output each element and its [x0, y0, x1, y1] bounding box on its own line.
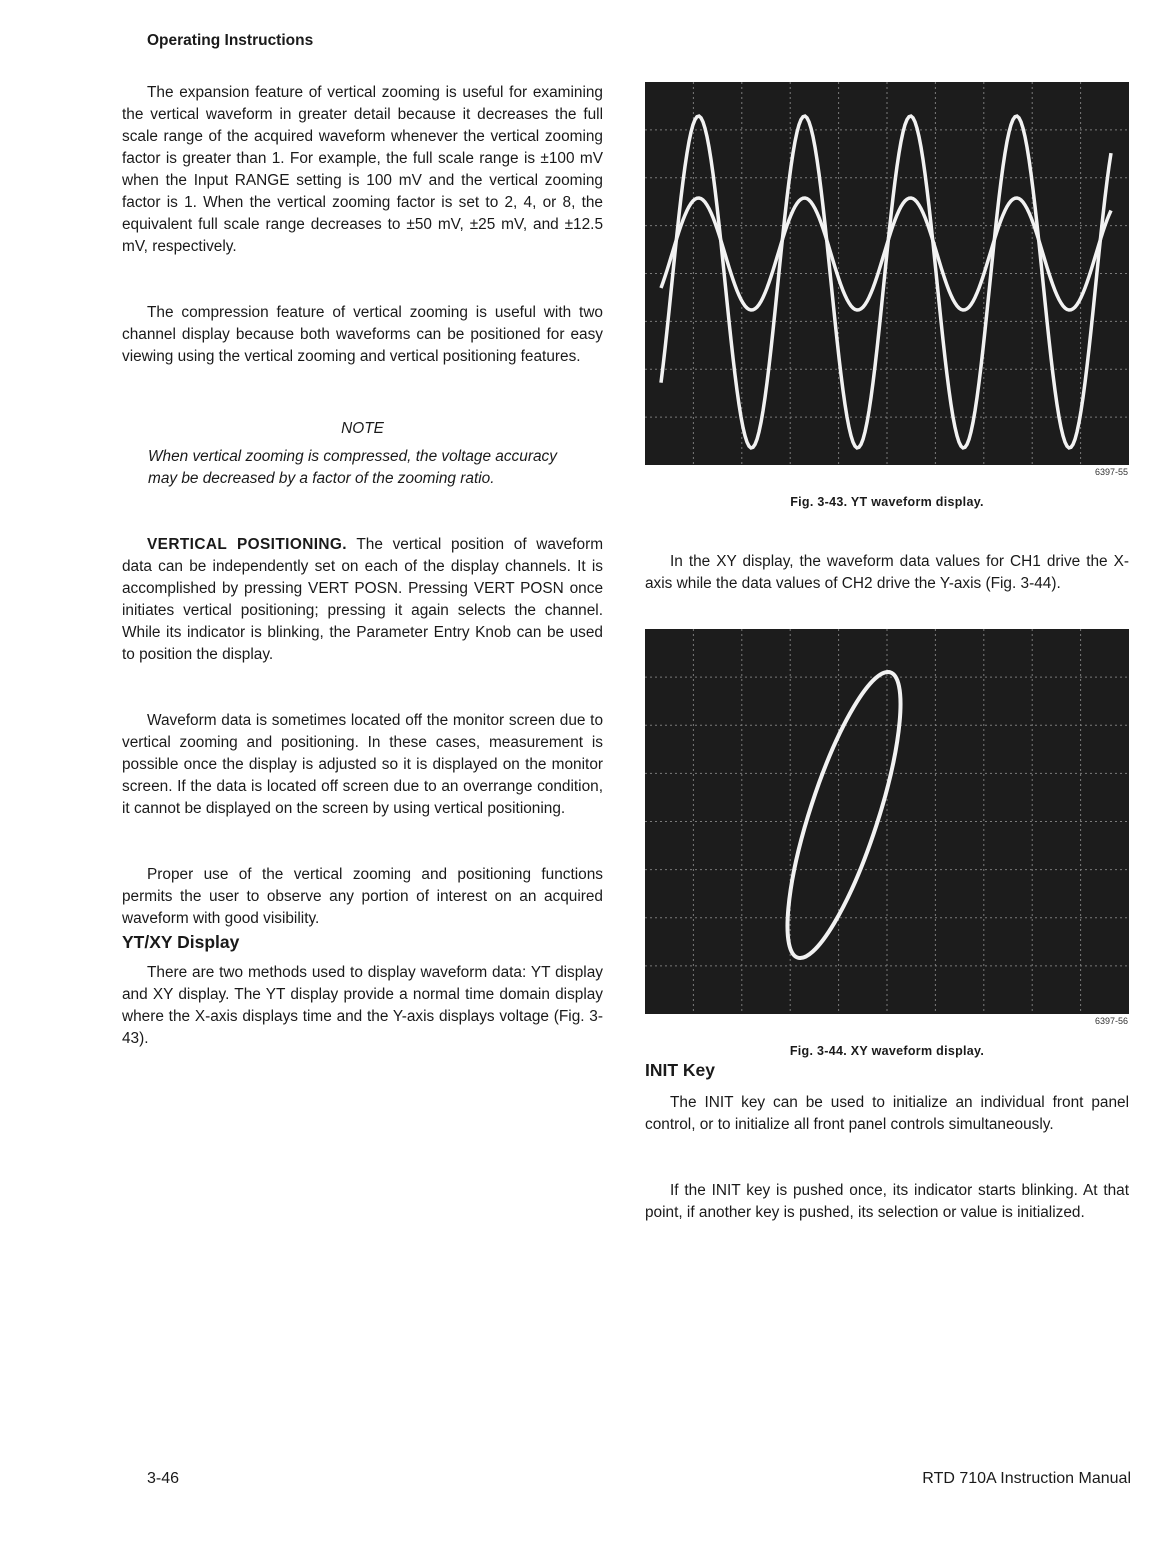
manual-title: RTD 710A Instruction Manual — [922, 1470, 1131, 1487]
paragraph-init-key: The INIT key can be used to initialize an individual front panel control, or to initialize all front panel controls simultaneously. — [645, 1094, 1129, 1133]
paragraph-xy-display: In the XY display, the waveform data values for CH1 drive the X-axis while the data values of CH2 drive the Y-axis (Fig. 3-44). — [645, 553, 1129, 592]
page-number: 3-46 — [147, 1470, 180, 1487]
yt-scope-screen-image — [645, 82, 1129, 465]
running-header: Operating Instructions — [147, 32, 314, 49]
figure-3-44-id: 6397-56 — [1094, 1016, 1128, 1026]
paragraph-expansion: The expansion feature of vertical zooming is useful for examining the vertical waveform in greater detail because it decreases the full scale range of the acquired waveform whenever the vertical zooming factor is greater than 1. For example, the full scale range is ±100 mV when the Input RANGE setting is 100 mV and the vertical zooming factor is 1. When the vertical zooming factor is set to 2, 4, or 8, the equivalent full scale range decreases to ±50 mV, ±25 mV, and ±12.5 mV, respectively. — [122, 84, 603, 255]
paragraph-init-blinking: If the INIT key is pushed once, its indicator starts blinking. At that point, if another key is pushed, its selection or value is initialized. — [645, 1182, 1129, 1221]
yt-xy-display-heading: YT/XY Display — [122, 932, 240, 952]
paragraph-compression: The compression feature of vertical zooming is useful with two channel display because both waveforms can be positioned for easy viewing using the vertical zooming and vertical positioning features. — [122, 304, 603, 365]
note-title: NOTE — [341, 420, 384, 437]
figure-3-44 — [645, 629, 1129, 1058]
paragraph-proper-use: Proper use of the vertical zooming and positioning functions permits the user to observe any portion of interest on an acquired waveform with good visibility. — [122, 866, 603, 927]
figure-3-43-id: 6397-55 — [1094, 467, 1128, 477]
figure-3-44-caption: Fig. 3-44. XY waveform display. — [789, 1044, 985, 1058]
figure-3-43-caption: Fig. 3-43. YT waveform display. — [790, 495, 984, 509]
figure-3-43 — [645, 82, 1129, 509]
xy-scope-screen-image — [645, 629, 1129, 1014]
vertical-positioning-heading: VERTICAL POSITIONING. — [147, 536, 347, 553]
right-column — [645, 82, 1129, 1224]
left-column — [122, 82, 603, 1050]
paragraph-yt-xy: There are two methods used to display waveform data: YT display and XY display. The YT display provide a normal time domain display where the X-axis displays time and the Y-axis displays voltage (Fig. 3-43). — [122, 964, 603, 1047]
init-key-heading: INIT Key — [645, 1060, 716, 1080]
paragraph-vertical-positioning — [122, 534, 603, 666]
note-body: When vertical zooming is compressed, the voltage accuracy may be decreased by a factor of the zooming ratio. — [148, 448, 557, 487]
paragraph-off-screen: Waveform data is sometimes located off the monitor screen due to vertical zooming and positioning. In these cases, measurement is possible once the display is adjusted so it is displayed on the monitor screen. If the data is located off screen due to an overrange condition, it cannot be displayed on the screen by using vertical positioning. — [122, 712, 603, 817]
vertical-positioning-body: The vertical position of waveform data can be independently set on each of the display channels. It is accomplished by pressing VERT POSN. Pressing VERT POSN once initiates vertical positioning; pressing it again selects the channel. While its indicator is blinking, the Parameter Entry Knob can be used to position the display. — [122, 536, 604, 663]
